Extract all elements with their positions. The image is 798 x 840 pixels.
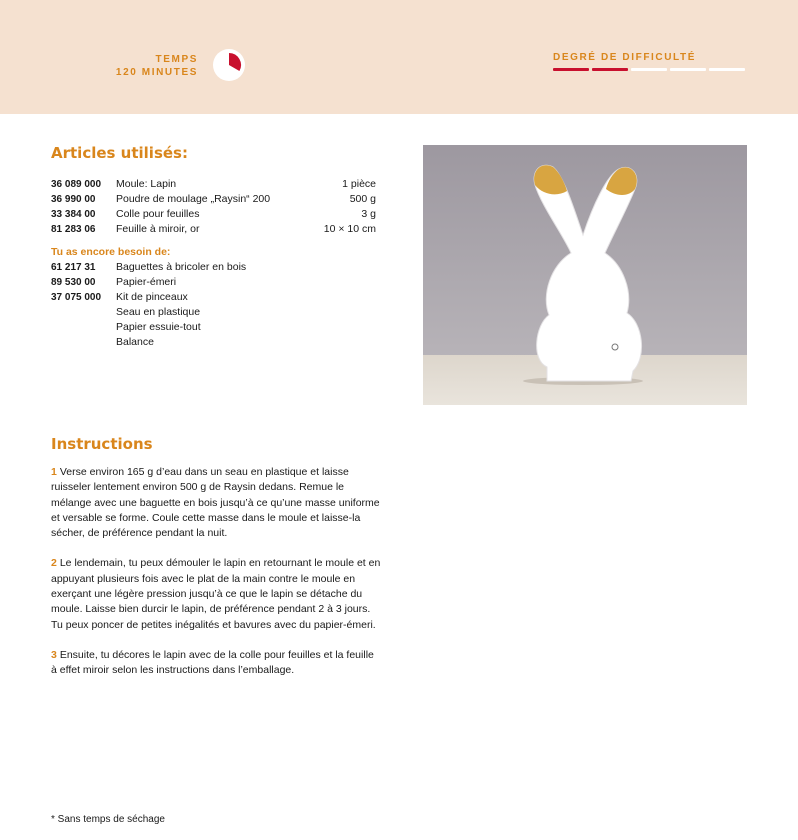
article-code: 37 075 000 (51, 292, 102, 303)
instructions-body (51, 465, 381, 694)
bunny-photo (423, 145, 747, 405)
article-quantity: 3 g (361, 208, 376, 220)
article-code (51, 335, 116, 350)
article-name: Kit de pinceaux (116, 291, 188, 303)
material-row (51, 260, 376, 275)
material-row (51, 275, 376, 290)
article-code (51, 305, 116, 320)
article-name: Poudre de moulage „Raysin“ 200 (116, 193, 271, 205)
extra-materials-title: Tu as encore besoin de: (51, 246, 171, 258)
article-name: Moule: Lapin (116, 178, 177, 190)
article-code: 36 990 00 (51, 194, 96, 205)
difficulty-bar (631, 68, 667, 71)
article-code: 81 283 06 (51, 224, 96, 235)
step-text: Le lendemain, tu peux démouler le lapin en retournant le moule et en appuyant plusieurs fois avec le plat de la main contre le moule en exerçant une légère pression jusqu’à ce que le lapin se détache du moule. Laisse bien durcir le lapin, de préférence pendant 2 à 3 jours. (51, 557, 381, 616)
difficulty-label: DEGRÉ DE DIFFICULTÉ (553, 52, 696, 63)
instructions-title: Instructions (51, 435, 153, 453)
article-name: Papier-émeri (116, 276, 177, 288)
material-row (51, 222, 376, 237)
material-row (51, 320, 376, 335)
difficulty-bar (670, 68, 706, 71)
article-name: Seau en plastique (116, 306, 201, 318)
step-3 (51, 648, 381, 679)
article-code: 61 217 31 (51, 262, 96, 273)
material-row (51, 335, 376, 350)
clock-icon (212, 48, 246, 82)
step-text: Verse environ 165 g d’eau dans un seau en plastique et laisse ruisseler lentement environ 500 g de Raysin dedans. Remue le mélange avec une baguette en bois jusqu’à ce qu’une masse uniforme et versable se forme. Coule cette masse dans le moule et laisse-la sécher, de préférence pendant la nuit. (51, 466, 380, 540)
article-code: 33 384 00 (51, 209, 96, 220)
material-row (51, 305, 376, 320)
step-number: 1 (51, 466, 57, 478)
article-code: 89 530 00 (51, 277, 96, 288)
article-quantity: 10 × 10 cm (323, 223, 376, 235)
step-2 (51, 556, 381, 632)
time-value: 120 MINUTES (115, 67, 198, 78)
article-name: Feuille à miroir, or (116, 223, 200, 235)
difficulty-bar (553, 68, 589, 71)
article-code: 36 089 000 (51, 179, 102, 190)
article-name: Colle pour feuilles (116, 208, 200, 220)
difficulty-bar (592, 68, 628, 71)
article-name: Papier essuie-tout (116, 321, 201, 333)
materials-title: Articles utilisés: (51, 144, 188, 162)
article-quantity: 500 g (349, 193, 376, 205)
material-row (51, 192, 376, 207)
step-number: 3 (51, 648, 57, 661)
step-text: Ensuite, tu décores le lapin avec de la colle pour feuilles et la feuille à effet miroir selon les instructions dans l’emballage. (51, 648, 374, 677)
step-1 (51, 465, 381, 541)
difficulty-meter (553, 68, 745, 71)
article-name: Balance (116, 336, 154, 348)
step-number: 2 (51, 557, 57, 570)
footnote: * Sans temps de séchage (51, 814, 165, 825)
difficulty-bar (709, 68, 745, 71)
article-name: Baguettes à bricoler en bois (116, 261, 247, 273)
header-band (0, 0, 798, 114)
article-code (51, 320, 116, 335)
materials-list (51, 177, 376, 350)
material-row (51, 177, 376, 192)
material-row (51, 207, 376, 222)
material-row (51, 290, 376, 305)
step-extra-text: Tu peux poncer de petites inégalités et bavures avec du papier-émeri. (51, 618, 376, 631)
time-info (116, 53, 198, 79)
article-quantity: 1 pièce (342, 178, 376, 190)
time-label: TEMPS (155, 54, 198, 65)
